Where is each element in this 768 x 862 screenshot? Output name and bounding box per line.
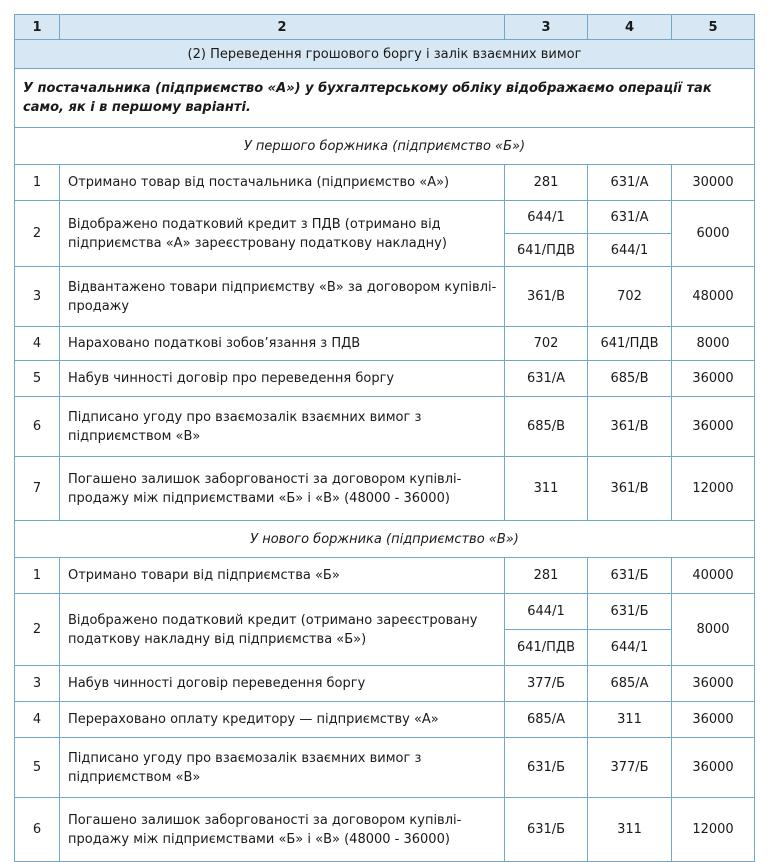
debit-account: 641/ПДВ [505, 630, 588, 666]
operation-description: Відвантажено товари підприємству «В» за договором купівлі-продажу [60, 267, 505, 327]
debit-account: 361/В [505, 267, 588, 327]
amount: 30000 [672, 165, 755, 201]
operation-description: Підписано угоду про взаємозалік взаємних вимог з підприємством «В» [60, 397, 505, 457]
table-title: (2) Переведення грошового боргу і залік взаємних вимог [15, 40, 755, 69]
debit-account: 377/Б [505, 666, 588, 702]
row-number: 6 [15, 798, 60, 862]
accounting-table-container [14, 14, 755, 862]
credit-account: 377/Б [588, 738, 672, 798]
amount: 8000 [672, 594, 755, 666]
table-title-row [15, 40, 755, 69]
operation-description: Отримано товар від постачальника (підприємство «А») [60, 165, 505, 201]
row-number: 5 [15, 738, 60, 798]
row-number: 2 [15, 201, 60, 267]
row-number: 2 [15, 594, 60, 666]
column-number-4: 4 [588, 15, 672, 40]
debit-account: 685/В [505, 397, 588, 457]
debit-account: 631/А [505, 361, 588, 397]
amount: 6000 [672, 201, 755, 267]
debit-account: 644/1 [505, 594, 588, 630]
column-number-header-row [15, 15, 755, 40]
row-number: 4 [15, 702, 60, 738]
credit-account: 311 [588, 798, 672, 862]
column-number-5: 5 [672, 15, 755, 40]
credit-account: 702 [588, 267, 672, 327]
section-heading: У нового боржника (підприємство «В») [15, 521, 755, 558]
supplier-note: У постачальника (підприємство «А») у бухгалтерському обліку відображаємо операції так само, як і в першому варіанті. [15, 69, 755, 128]
table-row [15, 361, 755, 397]
credit-account: 311 [588, 702, 672, 738]
section-heading-row [15, 521, 755, 558]
debit-account: 685/А [505, 702, 588, 738]
table-row [15, 558, 755, 594]
debit-account: 281 [505, 558, 588, 594]
operation-description: Погашено залишок заборгованості за договором купівлі-продажу між підприємствами «Б» і «В» (48000 - 36000) [60, 457, 505, 521]
credit-account: 644/1 [588, 630, 672, 666]
table-row [15, 165, 755, 201]
operation-description: Набув чинності договір переведення боргу [60, 666, 505, 702]
amount: 12000 [672, 457, 755, 521]
credit-account: 644/1 [588, 234, 672, 267]
debit-account: 641/ПДВ [505, 234, 588, 267]
row-number: 3 [15, 267, 60, 327]
credit-account: 631/А [588, 201, 672, 234]
operation-description: Підписано угоду про взаємозалік взаємних вимог з підприємством «В» [60, 738, 505, 798]
table-row [15, 201, 755, 234]
amount: 36000 [672, 361, 755, 397]
table-row [15, 798, 755, 862]
operation-description: Отримано товари від підприємства «Б» [60, 558, 505, 594]
operation-description: Набув чинності договір про переведення боргу [60, 361, 505, 397]
row-number: 5 [15, 361, 60, 397]
debit-account: 702 [505, 327, 588, 361]
amount: 48000 [672, 267, 755, 327]
table-row [15, 397, 755, 457]
debit-account: 644/1 [505, 201, 588, 234]
credit-account: 641/ПДВ [588, 327, 672, 361]
amount: 40000 [672, 558, 755, 594]
credit-account: 361/В [588, 397, 672, 457]
amount: 36000 [672, 702, 755, 738]
column-number-1: 1 [15, 15, 60, 40]
operation-description: Перераховано оплату кредитору — підприємству «А» [60, 702, 505, 738]
operation-description: Відображено податковий кредит з ПДВ (отримано від підприємства «А» зареєстровану податкову накладну) [60, 201, 505, 267]
table-row [15, 702, 755, 738]
row-number: 3 [15, 666, 60, 702]
credit-account: 361/В [588, 457, 672, 521]
amount: 8000 [672, 327, 755, 361]
row-number: 1 [15, 558, 60, 594]
table-row [15, 267, 755, 327]
column-number-3: 3 [505, 15, 588, 40]
credit-account: 631/А [588, 165, 672, 201]
credit-account: 631/Б [588, 558, 672, 594]
row-number: 6 [15, 397, 60, 457]
table-row [15, 666, 755, 702]
table-row [15, 327, 755, 361]
amount: 36000 [672, 666, 755, 702]
debit-account: 311 [505, 457, 588, 521]
debit-account: 281 [505, 165, 588, 201]
credit-account: 631/Б [588, 594, 672, 630]
row-number: 1 [15, 165, 60, 201]
operation-description: Відображено податковий кредит (отримано зареєстровану податкову накладну від підприємства «Б») [60, 594, 505, 666]
table-row [15, 738, 755, 798]
accounting-entries-table [14, 14, 755, 862]
supplier-note-row [15, 69, 755, 128]
operation-description: Погашено залишок заборгованості за договором купівлі-продажу між підприємствами «Б» і «В» (48000 - 36000) [60, 798, 505, 862]
section-heading-row [15, 128, 755, 165]
amount: 36000 [672, 738, 755, 798]
table-row [15, 457, 755, 521]
amount: 36000 [672, 397, 755, 457]
debit-account: 631/Б [505, 798, 588, 862]
section-heading: У першого боржника (підприємство «Б») [15, 128, 755, 165]
debit-account: 631/Б [505, 738, 588, 798]
operation-description: Нараховано податкові зобов’язання з ПДВ [60, 327, 505, 361]
table-row [15, 594, 755, 630]
credit-account: 685/В [588, 361, 672, 397]
amount: 12000 [672, 798, 755, 862]
row-number: 4 [15, 327, 60, 361]
row-number: 7 [15, 457, 60, 521]
column-number-2: 2 [60, 15, 505, 40]
credit-account: 685/А [588, 666, 672, 702]
